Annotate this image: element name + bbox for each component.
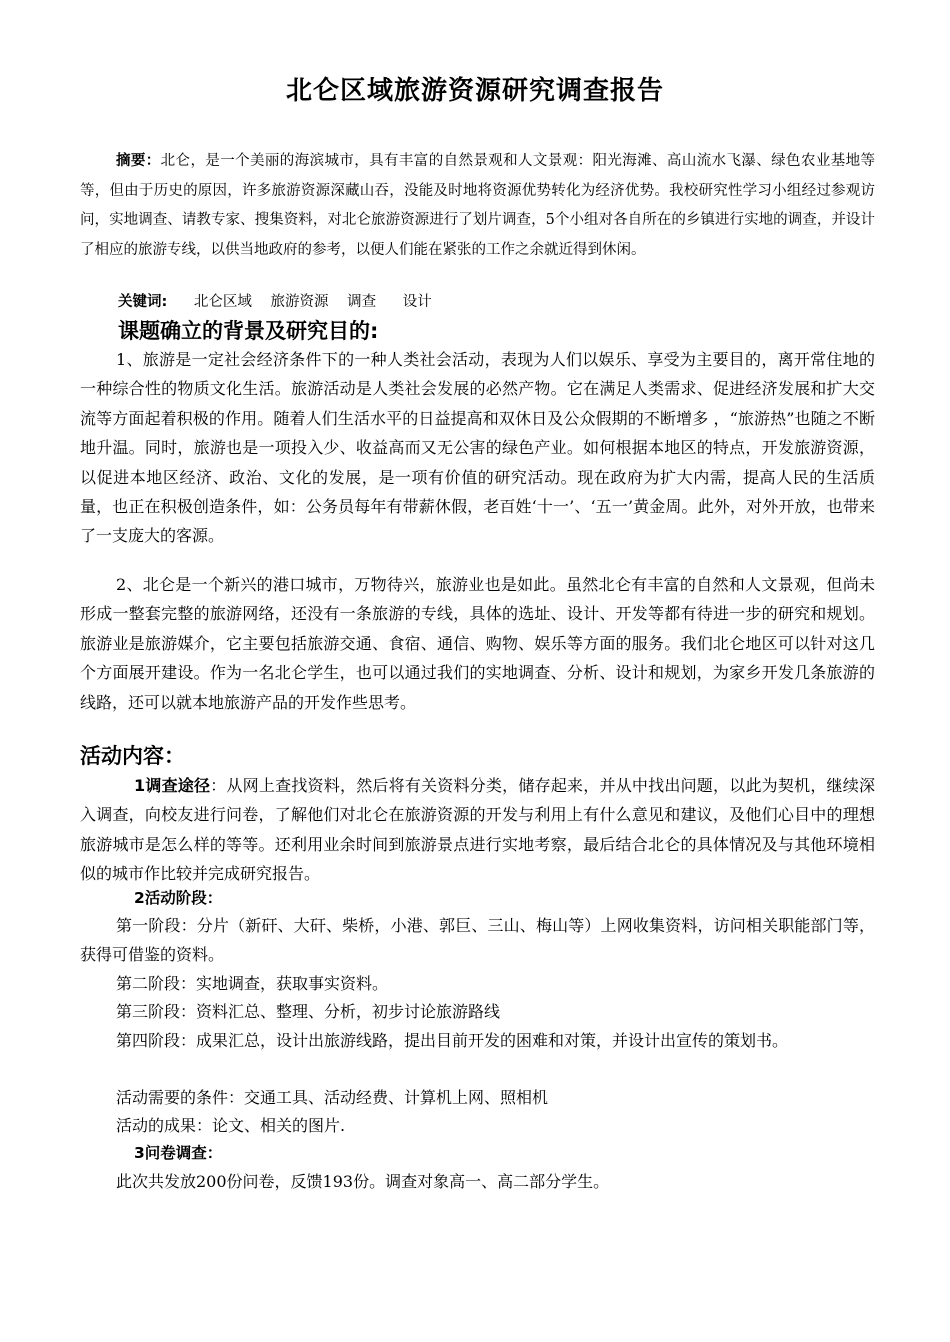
background-paragraph-1: 1、旅游是一定社会经济条件下的一种人类社会活动，表现为人们以娱乐、享受为主要目的，离开常住地的一种综合性的物质文化生活。旅游活动是人类社会发展的必然产物。它在满足人类需求、促进经济发展和扩大交流等方面起着积极的作用。随着人们生活水平的日益提高和双休日及公众假期的不断增多 ，“旅游热”也随之不断地升温。同时，旅游也是一项投入少、收益高而又无公害的绿色产业。如何根据本地区的特点，开发旅游资源，以促进本地区经济、政治、文化的发展，是一项有价值的研究活动。现在政府为扩大内需，提高人民的生活质量，也正在积极创造条件，如：公务员每年有带薪休假，老百姓‘十一’、‘五一’黄金周。此外，对外开放，也带来了一支庞大的客源。 bbox=[80, 350, 875, 546]
stage-item: 第二阶段：实地调查，获取事实资料。 bbox=[116, 974, 389, 993]
survey-method-label: 1调查途径 bbox=[134, 776, 211, 795]
abstract-text: 北仑，是一个美丽的海滨城市，具有丰富的自然景观和人文景观：阳光海滩、高山流水飞瀑、绿色农业基地等等，但由于历史的原因，许多旅游资源深藏山吞，没能及时地将资源优势转化为经济优势。我校研究性学习小组经过参观访问，实地调查、请教专家、搜集资料，对北仑旅游资源进行了划片调查，5个小组对各自所在的乡镇进行实地的调查，并设计了相应的旅游专线，以供当地政府的参考，以便人们能在紧张的工作之余就近得到休闲。 bbox=[80, 153, 875, 258]
activity-results: 活动的成果：论文、相关的图片. bbox=[116, 1116, 346, 1135]
keyword-item: 旅游资源 bbox=[270, 294, 329, 310]
stages-heading: 2活动阶段： bbox=[134, 889, 223, 907]
survey-method bbox=[80, 771, 875, 889]
stage-item: 第四阶段：成果汇总，设计出旅游线路，提出目前开发的困难和对策，并设计出宣传的策划书。 bbox=[116, 1031, 789, 1050]
survey-method-text: ：从网上查找资料，然后将有关资料分类，储存起来，并从中找出问题，以此为契机，继续深入调查，向校友进行问卷，了解他们对北仑在旅游资源的开发与利用上有什么意见和建议，及他们心目中的理想旅游城市是怎么样的等等。还利用业余时间到旅游景点进行实地考察，最后结合北仑的具体情况及与其他环境相似的城市作比较并完成研究报告。 bbox=[80, 776, 875, 884]
stage-item: 第一阶段：分片（新矸、大矸、柴桥，小港、郭巨、三山、梅山等）上网收集资料，访问相关职能部门等，获得可借鉴的资料。 bbox=[80, 916, 875, 965]
keyword-item: 北仑区域 bbox=[193, 294, 252, 310]
questionnaire-text: 此次共发放200份问卷，反馈193份。调查对象高一、高二部分学生。 bbox=[116, 1172, 610, 1191]
keywords bbox=[118, 290, 432, 314]
background-paragraph-2: 2、北仑是一个新兴的港口城市，万物待兴，旅游业也是如此。虽然北仑有丰富的自然和人文景观，但尚未形成一整套完整的旅游网络，还没有一条旅游的专线，具体的选址、设计、开发等都有待进一步的研究和规划。旅游业是旅游媒介，它主要包括旅游交通、食宿、通信、购物、娱乐等方面的服务。我们北仑地区可以针对这几个方面展开建设。作为一名北仑学生，也可以通过我们的实地调查、分析、设计和规划，为家乡开发几条旅游的线路，还可以就本地旅游产品的开发作些思考。 bbox=[80, 575, 875, 712]
keyword-item: 调查 bbox=[347, 294, 377, 310]
keyword-item: 设计 bbox=[402, 294, 432, 310]
questionnaire-heading: 3问卷调查： bbox=[134, 1144, 223, 1162]
activities-heading: 活动内容： bbox=[80, 744, 185, 768]
abstract-label: 摘要： bbox=[116, 153, 161, 169]
activity-conditions: 活动需要的条件：交通工具、活动经费、计算机上网、照相机 bbox=[116, 1088, 549, 1107]
background-heading: 课题确立的背景及研究目的: bbox=[118, 319, 379, 343]
stage-item: 第三阶段：资料汇总、整理、分析，初步讨论旅游路线 bbox=[116, 1002, 501, 1021]
abstract bbox=[80, 147, 875, 265]
keywords-label: 关键词: bbox=[118, 294, 168, 310]
report-title: 北仑区域旅游资源研究调查报告 bbox=[285, 76, 664, 106]
